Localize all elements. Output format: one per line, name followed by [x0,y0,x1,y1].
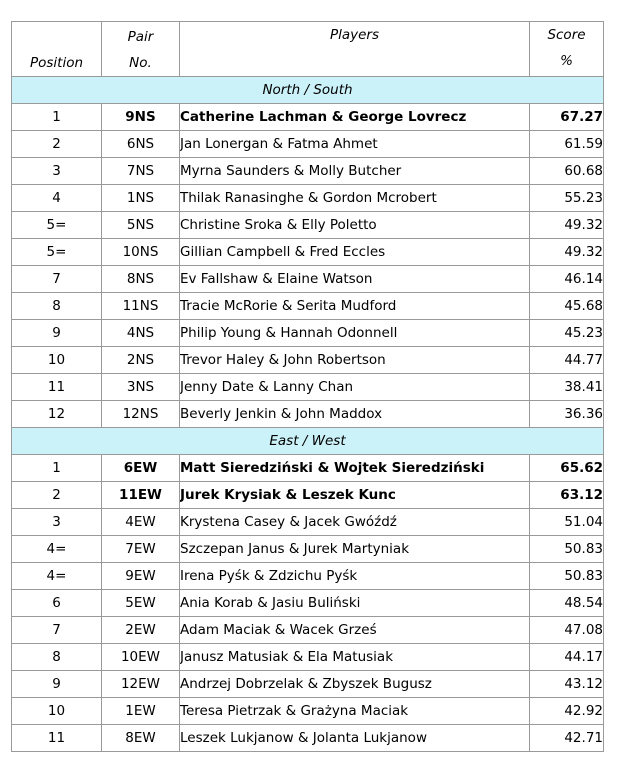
players-cell: Ania Korab & Jasiu Buliński [180,590,530,617]
position-cell: 2 [12,482,102,509]
players-cell: Ev Fallshaw & Elaine Watson [180,266,530,293]
pair-number-cell: 8EW [102,725,180,752]
position-cell: 4= [12,563,102,590]
position-cell: 1 [12,104,102,131]
score-cell: 65.62 [530,455,604,482]
pair-number-cell: 7NS [102,158,180,185]
section-header-row [12,428,604,455]
pair-number-cell: 12NS [102,401,180,428]
section-title: East / West [12,428,604,455]
table-row [12,536,604,563]
pair-number-cell: 1NS [102,185,180,212]
pair-number-cell: 9NS [102,104,180,131]
pair-number-cell: 11EW [102,482,180,509]
pair-number-cell: 4NS [102,320,180,347]
score-cell: 47.08 [530,617,604,644]
section-header-row [12,77,604,104]
players-cell: Szczepan Janus & Jurek Martyniak [180,536,530,563]
header-score [530,22,604,77]
table-row [12,725,604,752]
pair-number-cell: 6NS [102,131,180,158]
position-cell: 12 [12,401,102,428]
position-cell: 9 [12,671,102,698]
header-pair-line2: No. [129,55,152,71]
table-header [12,22,604,77]
score-cell: 45.23 [530,320,604,347]
players-cell: Gillian Campbell & Fred Eccles [180,239,530,266]
position-cell: 4 [12,185,102,212]
pair-number-cell: 11NS [102,293,180,320]
pair-number-cell: 3NS [102,374,180,401]
position-cell: 1 [12,455,102,482]
pair-number-cell: 10EW [102,644,180,671]
players-cell: Matt Sieredziński & Wojtek Sieredziński [180,455,530,482]
position-cell: 9 [12,320,102,347]
table-row [12,239,604,266]
score-cell: 50.83 [530,563,604,590]
header-pair-line1: Pair [127,29,154,45]
table-row [12,347,604,374]
pair-number-cell: 2EW [102,617,180,644]
table-row [12,563,604,590]
table-row [12,131,604,158]
players-cell: Leszek Lukjanow & Jolanta Lukjanow [180,725,530,752]
score-cell: 44.77 [530,347,604,374]
players-cell: Myrna Saunders & Molly Butcher [180,158,530,185]
score-cell: 42.92 [530,698,604,725]
table-row [12,509,604,536]
table-row [12,212,604,239]
pair-number-cell: 2NS [102,347,180,374]
score-cell: 60.68 [530,158,604,185]
score-cell: 43.12 [530,671,604,698]
pair-number-cell: 5NS [102,212,180,239]
table-row [12,293,604,320]
score-cell: 67.27 [530,104,604,131]
table-row [12,590,604,617]
table-row [12,104,604,131]
table-row [12,266,604,293]
position-cell: 5= [12,212,102,239]
table-row [12,482,604,509]
players-cell: Thilak Ranasinghe & Gordon Mcrobert [180,185,530,212]
position-cell: 3 [12,509,102,536]
players-cell: Adam Maciak & Wacek Grześ [180,617,530,644]
pair-number-cell: 5EW [102,590,180,617]
position-cell: 2 [12,131,102,158]
score-cell: 61.59 [530,131,604,158]
players-cell: Christine Sroka & Elly Poletto [180,212,530,239]
players-cell: Trevor Haley & John Robertson [180,347,530,374]
pair-number-cell: 9EW [102,563,180,590]
players-cell: Irena Pyśk & Zdzichu Pyśk [180,563,530,590]
players-cell: Tracie McRorie & Serita Mudford [180,293,530,320]
table-row [12,401,604,428]
players-cell: Janusz Matusiak & Ela Matusiak [180,644,530,671]
position-cell: 5= [12,239,102,266]
header-pair-no [102,22,180,77]
position-cell: 10 [12,347,102,374]
table-row [12,617,604,644]
score-cell: 46.14 [530,266,604,293]
header-position: Position [12,22,102,77]
score-cell: 51.04 [530,509,604,536]
score-cell: 36.36 [530,401,604,428]
position-cell: 11 [12,374,102,401]
position-cell: 8 [12,293,102,320]
table-row [12,671,604,698]
position-cell: 8 [12,644,102,671]
position-cell: 7 [12,266,102,293]
pair-number-cell: 12EW [102,671,180,698]
position-cell: 3 [12,158,102,185]
pair-number-cell: 1EW [102,698,180,725]
players-cell: Andrzej Dobrzelak & Zbyszek Bugusz [180,671,530,698]
position-cell: 11 [12,725,102,752]
table-row [12,644,604,671]
players-cell: Krystena Casey & Jacek Gwóźdź [180,509,530,536]
score-cell: 48.54 [530,590,604,617]
pair-number-cell: 10NS [102,239,180,266]
players-cell: Beverly Jenkin & John Maddox [180,401,530,428]
score-cell: 45.68 [530,293,604,320]
position-cell: 10 [12,698,102,725]
score-cell: 55.23 [530,185,604,212]
score-cell: 49.32 [530,212,604,239]
table-row [12,320,604,347]
position-cell: 4= [12,536,102,563]
players-cell: Jenny Date & Lanny Chan [180,374,530,401]
score-cell: 44.17 [530,644,604,671]
table-row [12,185,604,212]
position-cell: 6 [12,590,102,617]
position-cell: 7 [12,617,102,644]
score-cell: 38.41 [530,374,604,401]
table-row [12,455,604,482]
players-cell: Jurek Krysiak & Leszek Kunc [180,482,530,509]
players-cell: Teresa Pietrzak & Grażyna Maciak [180,698,530,725]
table-row [12,698,604,725]
results-table [11,21,604,752]
table-row [12,158,604,185]
header-players: Players [180,22,530,77]
pair-number-cell: 4EW [102,509,180,536]
score-cell: 50.83 [530,536,604,563]
header-score-line1: Score [547,27,586,43]
header-score-line2: % [560,53,573,69]
pair-number-cell: 7EW [102,536,180,563]
pair-number-cell: 8NS [102,266,180,293]
table-body [12,77,604,752]
section-title: North / South [12,77,604,104]
pair-number-cell: 6EW [102,455,180,482]
score-cell: 63.12 [530,482,604,509]
players-cell: Jan Lonergan & Fatma Ahmet [180,131,530,158]
score-cell: 49.32 [530,239,604,266]
score-cell: 42.71 [530,725,604,752]
players-cell: Philip Young & Hannah Odonnell [180,320,530,347]
players-cell: Catherine Lachman & George Lovrecz [180,104,530,131]
table-row [12,374,604,401]
